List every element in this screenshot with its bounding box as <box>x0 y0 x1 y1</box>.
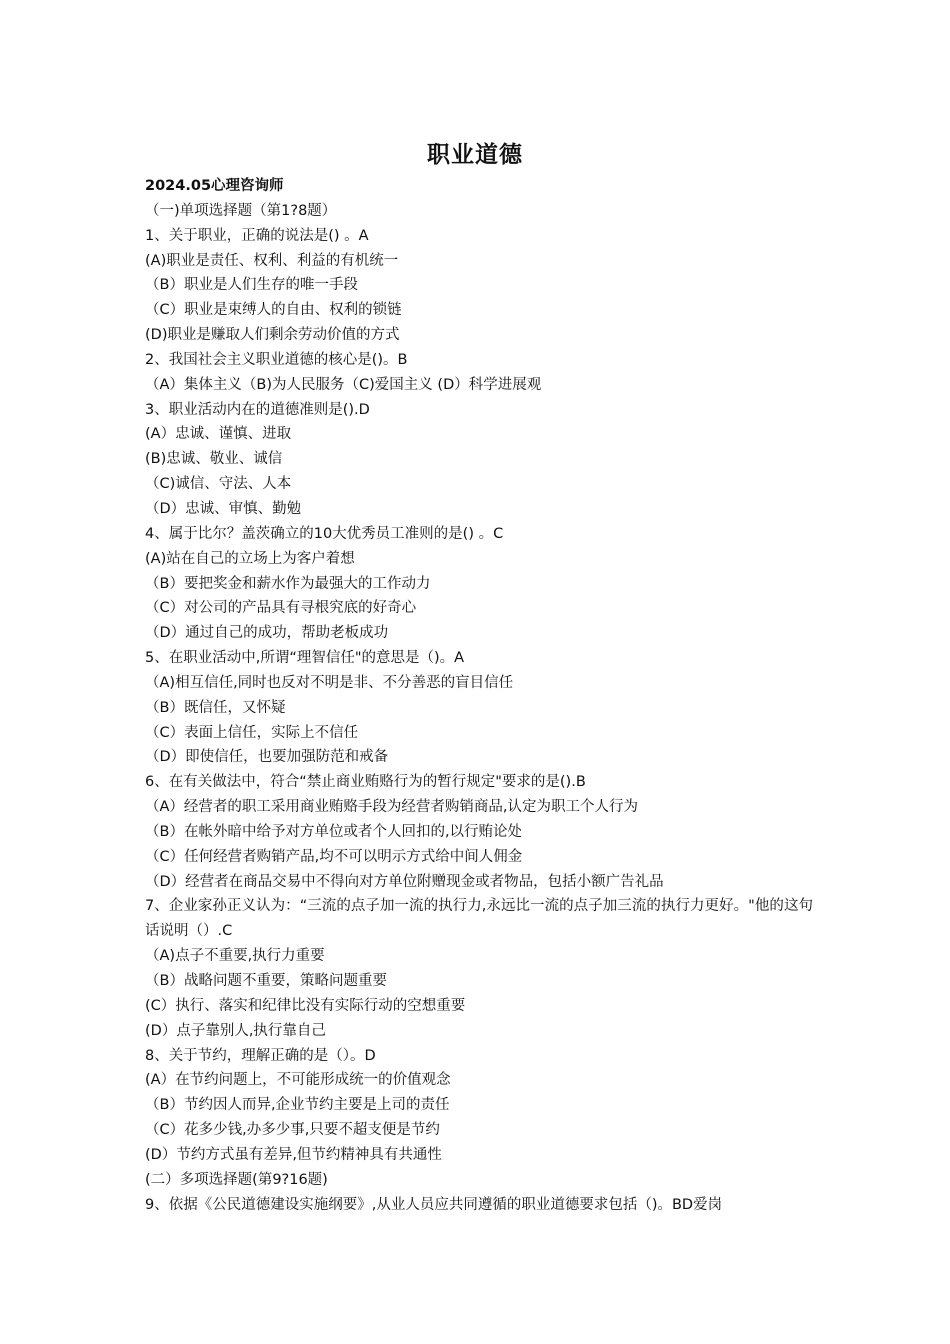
text-line: 5、在职业活动中,所谓“理智信任"的意思是（)。A <box>145 650 465 667</box>
text-line: (A)站在自己的立场上为客户着想 <box>145 550 355 567</box>
text-line: (C）执行、落实和纪律比没有实际行动的空想重要 <box>145 997 466 1014</box>
text-line: 9、依据《公民道德建设实施纲要》,从业人员应共同遵循的职业道德要求包括（)。BD爱岗 <box>145 1196 723 1213</box>
text-line: （D）即使信任，也要加强防范和戒备 <box>145 749 389 766</box>
text-line: （D）忠诚、审慎、勤勉 <box>145 500 302 517</box>
text-line: （D）通过自己的成功，帮助老板成功 <box>145 625 389 642</box>
text-line: （C）花多少钱,办多少事,只要不超支便是节约 <box>145 1122 440 1139</box>
text-line: 4、属于比尔？盖茨确立的10大优秀员工准则的是() 。C <box>145 525 504 542</box>
text-line: （C）任何经营者购销产品,均不可以明示方式给中间人佣金 <box>145 848 523 865</box>
text-line: (二）多项选择题(第9?16题) <box>145 1171 328 1188</box>
text-line: （A）经营者的职工采用商业贿赂手段为经营者购销商品,认定为职工个人行为 <box>145 799 639 816</box>
text-line: 1、关于职业，正确的说法是() 。A <box>145 227 369 244</box>
text-line: （B）职业是人们生存的唯一手段 <box>145 277 358 294</box>
text-line: 8、关于节约，理解正确的是（）。D <box>145 1047 376 1064</box>
text-line: (D）节约方式虽有差异,但节约精神具有共通性 <box>145 1146 442 1163</box>
document-title: 职业道德 <box>427 142 523 168</box>
text-line: （D）经营者在商品交易中不得向对方单位附赠现金或者物品，包括小额广告礼品 <box>145 873 664 890</box>
text-line: （B）节约因人而异,企业节约主要是上司的责任 <box>145 1097 450 1114</box>
text-line: （C)诚信、守法、人本 <box>145 476 292 493</box>
document-subtitle: 2024.05心理咨询师 <box>145 178 284 194</box>
text-line: （C）对公司的产品具有寻根究底的好奇心 <box>145 600 417 617</box>
text-line: 7、企业家孙正义认为：“三流的点子加一流的执行力,永远比一流的点子加三流的执行力更好。"他的这句话说明（）.C <box>145 898 813 940</box>
text-line: (A）在节约问题上，不可能形成统一的价值观念 <box>145 1072 451 1089</box>
text-line: (B)忠诚、敬业、诚信 <box>145 451 283 468</box>
text-line: 2、我国社会主义职业道德的核心是()。B <box>145 351 408 368</box>
text-line: (D）点子靠别人,执行靠自己 <box>145 1022 326 1039</box>
text-line: （B）要把奖金和薪水作为最强大的工作动力 <box>145 575 431 592</box>
text-line: （A）集体主义（B)为人民服务（C)爱国主义 (D）科学进展观 <box>145 376 542 393</box>
text-line: 3、职业活动内在的道德准则是().D <box>145 401 370 418</box>
text-line: (D)职业是赚取人们剩余劳动价值的方式 <box>145 327 400 344</box>
text-line: （B）在帐外暗中给予对方单位或者个人回扣的,以行贿论处 <box>145 823 523 840</box>
text-line: （B）战略问题不重要，策略问题重要 <box>145 973 387 989</box>
text-line: (A)职业是责任、权利、利益的有机统一 <box>145 252 399 269</box>
document-body <box>145 174 813 1217</box>
text-line: （A)相互信任,同时也反对不明是非、不分善恶的盲目信任 <box>145 674 514 691</box>
text-line: （C）表面上信任，实际上不信任 <box>145 724 359 741</box>
text-line: 6、在有关做法中，符合“禁止商业贿赂行为的暂行规定"要求的是().B <box>145 774 586 791</box>
text-line: (A）忠诚、谨慎、进取 <box>145 426 292 443</box>
text-line: （C）职业是束缚人的自由、权利的锁链 <box>145 302 402 319</box>
text-line: （B）既信任，又怀疑 <box>145 699 286 716</box>
text-line: （A)点子不重要,执行力重要 <box>145 948 325 965</box>
text-line: （一)单项选择题（第1?8题） <box>145 202 337 219</box>
